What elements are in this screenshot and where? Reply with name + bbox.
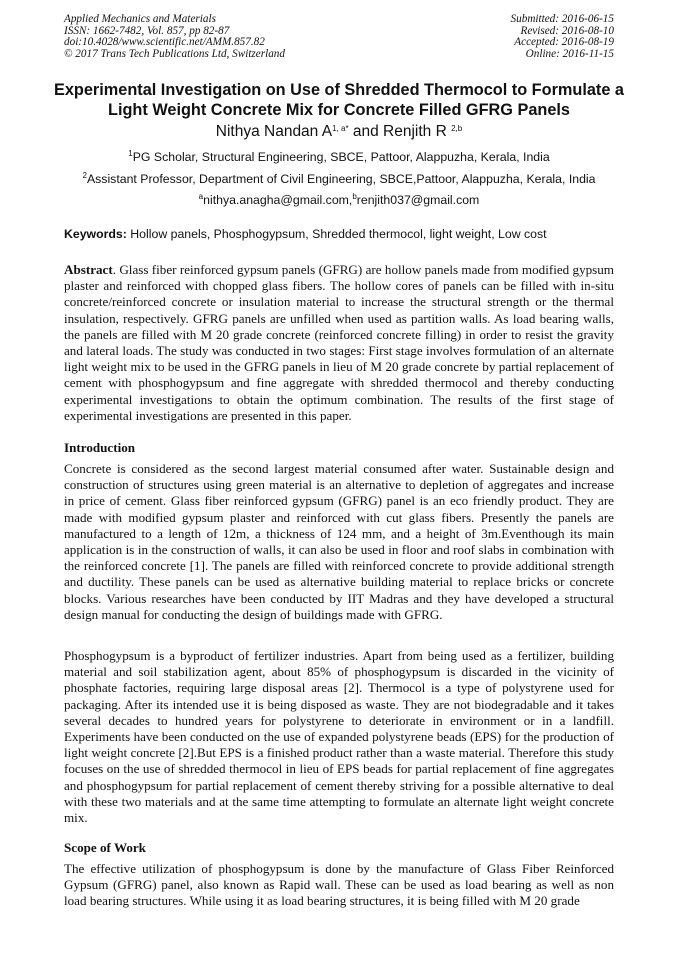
- abstract-text: . Glass fiber reinforced gypsum panels (GFRG) are hollow panels made from modified gypsum plaster and reinforced with chopped glass fibers. The hollow cores of panels can be filled with in-situ concrete/reinforced concrete or insulation material to increase the structural strength or the thermal insulation, respectively. GFRG panels are unfilled when used as partition walls. As load bearing walls, the panels are filled with M 20 grade concrete (reinforced concrete filling) in order to resist the gravity and lateral loads. The study was conducted in two stages: First stage involves formulation of an alternate light weight mix to be used in the GFRG panels in lieu of M 20 grade concrete by partial replacement of cement with phosphogypsum and fine aggregate with shredded thermocol and thereby conducting experimental investigations to obtain the optimum combination. The results of the first stage of experimental investigations are presented in this paper.: [64, 262, 614, 423]
- email-a-sup: a: [198, 192, 204, 201]
- online-date: Online: 2016-11-15: [525, 47, 614, 60]
- aff-2-text: Assistant Professor, Department of Civil Engineering, SBCE,Pattoor, Alappuzha, Kerala, India: [86, 172, 596, 186]
- emails: [0, 193, 678, 207]
- author-2-sup: 2,b: [451, 124, 463, 133]
- journal-name: Applied Mechanics and Materials: [64, 13, 216, 25]
- aff-1-text: PG Scholar, Structural Engineering, SBCE, Pattoor, Alappuzha, Kerala, India: [132, 150, 550, 164]
- author-1: Nithya Nandan A: [215, 123, 333, 140]
- author-1-sup: 1, a*: [332, 124, 349, 133]
- authors: [0, 123, 678, 141]
- dates-info: [511, 14, 614, 60]
- abstract: [64, 262, 614, 424]
- journal-info: [64, 14, 285, 60]
- keywords-label: Keywords:: [64, 227, 127, 241]
- doi: doi:10.4028/www.scientific.net/AMM.857.82: [64, 36, 265, 48]
- aff-2-sup: 2: [82, 171, 87, 180]
- keywords: [64, 227, 547, 241]
- copyright: © 2017 Trans Tech Publications Ltd, Switzerland: [64, 47, 285, 60]
- scope-heading: Scope of Work: [64, 840, 146, 855]
- introduction-paragraph-2: Phosphogypsum is a byproduct of fertilizer industries. Apart from being used as a fertilizer, building material and soil stabilization agent, about 85% of phosphogypsum is discarded in the vicinity of phosphate factories, requiring large disposal areas [2]. Thermocol is a type of polystyrene used for packaging. After its intended use it is being disposed as waste. They are not biodegradable and it takes several decades to hundred years for polystyrene to deteriorate in environment or in a landfill. Experiments have been conducted on the use of expanded polystyrene beads (EPS) for the production of light weight concrete [2].But EPS is a finished product rather than a waste material. Therefore this study focuses on the use of shredded thermocol in lieu of EPS beads for partial replacement of fine aggregates and phosphogypsum for partial replacement of cement thereby striving for a possible alternative to deal with these two materials and at the same time attempting to formulate an alternate light weight concrete mix.: [64, 648, 614, 826]
- submitted-date: Submitted: 2016-06-15: [510, 13, 614, 25]
- accepted-date: Accepted: 2016-08-19: [514, 36, 614, 48]
- issn: ISSN: 1662-7482, Vol. 857, pp 82-87: [64, 24, 230, 37]
- email-b[interactable]: renjith037@gmail.com: [356, 193, 480, 207]
- email-a[interactable]: nithya.anagha@gmail.com,: [203, 193, 353, 207]
- introduction-heading: Introduction: [64, 440, 136, 455]
- affiliation-2: [0, 172, 678, 186]
- abstract-label: Abstract: [64, 262, 113, 277]
- revised-date: Revised: 2016-08-10: [520, 24, 614, 37]
- aff-1-sup: 1: [128, 149, 133, 158]
- keywords-text: Hollow panels, Phosphogypsum, Shredded thermocol, light weight, Low cost: [126, 227, 547, 241]
- introduction-paragraph-1: Concrete is considered as the second largest material consumed after water. Sustainable design and construction of structures using green material is an alternative to depletion of aggregates and increase in price of cement. Glass fiber reinforced gypsum (GFRG) panel is an eco friendly product. They are made with modified gypsum plaster and reinforced with cut glass fibers. Presently the panels are manufactured to a length of 12m, a thickness of 124 mm, and a height of 3m.Eventhough its main application is in the construction of walls, it can also be used in floor and roof slabs in combination with the reinforced concrete [1]. The panels are filled with reinforced concrete to provide additional strength and ductility. These panels can be used as alternative building material to replace bricks or concrete blocks. Various researches have been conducted by IIT Madras and they have developed a structural design manual for conducting the design of buildings made with GFRG.: [64, 461, 614, 622]
- paper-title: Experimental Investigation on Use of Shredded Thermocol to Formulate a Light Weight Concrete Mix for Concrete Filled GFRG Panels: [54, 81, 624, 119]
- author-2: Renjith R: [383, 123, 452, 140]
- scope-paragraph-1: The effective utilization of phosphogypsum is done by the manufacture of Glass Fiber Reinforced Gypsum (GFRG) panel, also known as Rapid wall. These can be used as load bearing as well as non load bearing structures. While using it as load bearing structures, it is being filled with M 20 grade: [64, 861, 614, 909]
- authors-and: and: [348, 123, 384, 140]
- affiliation-1: [0, 150, 678, 164]
- email-b-sup: b: [352, 192, 357, 201]
